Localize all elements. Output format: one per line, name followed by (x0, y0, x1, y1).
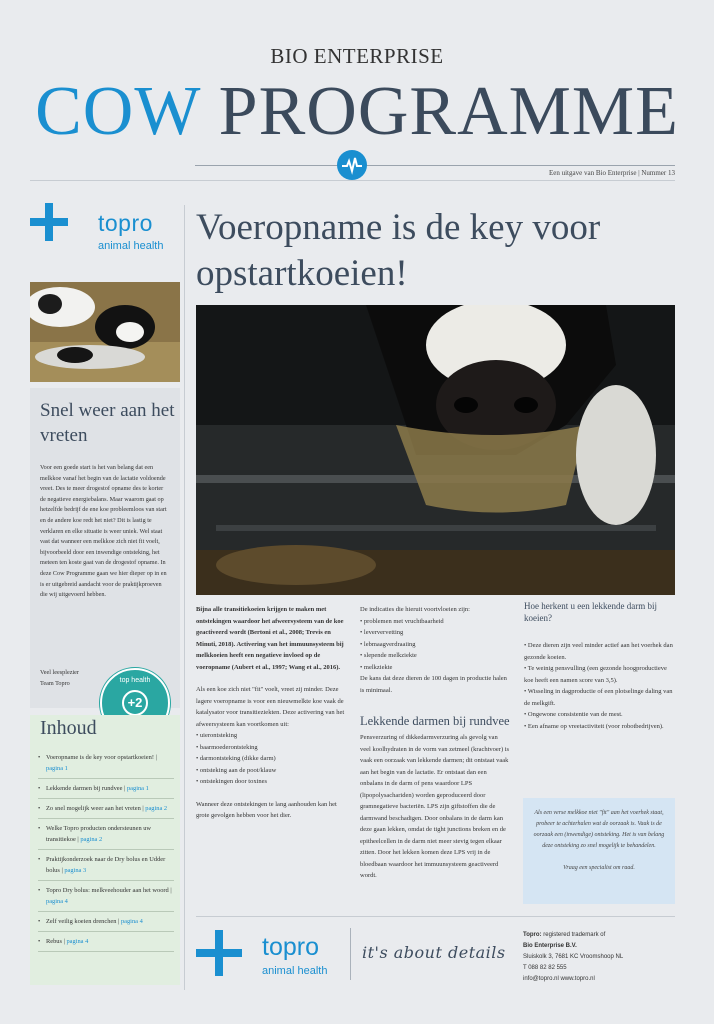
list-item: • slepende melkziekte (360, 650, 510, 662)
toc-item-title: Topro Dry bolus: melkveehouder aan het woord (46, 887, 169, 894)
toc-item[interactable] (38, 885, 174, 912)
toc-item-page[interactable]: pagina 4 (46, 898, 68, 905)
badge-value: +2 (122, 690, 148, 716)
publisher-title: BIO ENTERPRISE (270, 44, 444, 68)
trademark-text: registered trademark of (541, 932, 606, 938)
toc-item[interactable] (38, 752, 174, 779)
toc-item-page[interactable]: pagina 2 (145, 805, 168, 812)
toc-separator: | (59, 867, 65, 874)
toc-separator: | (140, 805, 146, 812)
toc-item-page[interactable]: pagina 1 (46, 765, 68, 772)
list-item: • Te weinig pensvulling (een gezonde hoogproductieve koe heeft een namen score van 3,5). (524, 663, 674, 686)
toc-item[interactable] (38, 854, 174, 881)
toc-item-title: Zelf veilig koeien drenchen (46, 918, 117, 925)
toc-item-page[interactable]: pagina 1 (126, 785, 149, 792)
toc-item[interactable] (38, 823, 174, 850)
logo-subname: animal health (98, 240, 164, 252)
toc-separator: | (122, 785, 127, 792)
list-item: • ontstekingen door toxines (196, 776, 346, 788)
footer-divider (196, 916, 675, 917)
masthead-title-dark: PROGRAMME (218, 73, 679, 150)
greeting-line-2: Team Topro (40, 680, 70, 687)
toc-item-page[interactable]: pagina 4 (66, 938, 89, 945)
masthead-divider (195, 165, 675, 166)
article-column-1 (196, 604, 346, 822)
indications-list (360, 616, 510, 674)
logo-name: topro (98, 210, 153, 236)
footer-logo-name: topro (262, 933, 319, 961)
contact-links: info@topro.nl www.topro.nl (523, 976, 595, 982)
badge-top-text: top health (119, 677, 151, 684)
toc-item-page[interactable]: pagina 3 (64, 867, 87, 874)
list-item: • problemen met vruchtbaarheid (360, 616, 510, 628)
toc-separator: | (116, 918, 121, 925)
toc-item-title: Voeropname is de key voor opstartkoeien! (46, 754, 154, 761)
footer-logo-subname: animal health (262, 965, 328, 977)
toc-separator: | (153, 754, 157, 761)
issue-info: Een uitgave van Bio Enterprise | Nummer 13 (548, 169, 675, 177)
toc-separator: | (168, 887, 172, 894)
toc-item[interactable] (38, 803, 174, 819)
leaky-gut-text: Pensverzuring of dikkedarmverzuring als gevolg van veel koolhydraten in de vorm van zetmeel (krachtvoer) is vaak een oorzaak van lekkende darmen; dit ontstaat vaak aan het begin van de lactatie. Er ontstaat dan een onbalans in de darm of pens waardoor LPS (lipopolysachariden) worden geproduceerd door gramnegatieve bacteriën. LPS zijn giftstoffen die de darmwand beschadigen. Door onbalans in de darm kan deze gaan lekken, omdat de tight junctions breken en de epitheelcellen in de darm niet meer stevig tegen elkaar zitten. Door het lekken komen deze LPS vrij in de bloedbaan waardoor het immuunsysteem geactiveerd wordt. (360, 734, 510, 879)
toc-heading: Inhoud (40, 717, 97, 739)
leaky-gut-heading: Lekkende darmen bij rundvee (360, 714, 510, 728)
list-item: • Deze dieren zijn veel minder actief aan het voerhek dan gezonde koeien. (524, 640, 674, 663)
toc-item-page[interactable]: pagina 4 (120, 918, 143, 925)
masthead-title (0, 72, 714, 152)
toc-list (38, 752, 174, 956)
toc-item-title: Zo snel mogelijk weer aan het vreten (46, 805, 141, 812)
topro-plus-icon (30, 203, 68, 241)
header-bottom-divider (30, 180, 675, 181)
toc-item-title: Welke Topro producten ondersteunen uw transitiekoe (46, 825, 152, 843)
toc-separator: | (61, 938, 67, 945)
list-item: • uierontsteking (196, 730, 346, 742)
intro-heading: Snel weer aan het vreten (40, 400, 175, 446)
list-item: • ontsteking aan de poot/klauw (196, 765, 346, 777)
company-name: Bio Enterprise B.V. (523, 943, 577, 949)
list-item: • baarmoederontsteking (196, 742, 346, 754)
calf-photo (30, 282, 180, 382)
cow-eating-photo (196, 305, 675, 595)
toc-item-page[interactable]: pagina 2 (80, 836, 103, 843)
indications-intro: De indicaties die hieruit voortvloeien zijn: (360, 606, 470, 613)
heartbeat-icon (337, 150, 367, 180)
list-item: • Ongewone consistentie van de mest. (524, 709, 674, 721)
toc-item-title: Rebus (46, 938, 62, 945)
inflammation-list (196, 730, 346, 788)
toc-item[interactable] (38, 783, 174, 799)
list-item: • melkziekte (360, 662, 510, 674)
intro-text: Voor een goede start is het van belang dat een melkkoe vanaf het begin van de lactatie voldoende vreet. Des te meer drogestof opname des te korter de negatieve energiebalans. Maar waarom gaat op hetzelfde bedrijf de ene koe probleemloos van start en de andere koe redt het niet? Dit is lastig te verklaren en elke situatie is weer uniek. Wel staat vast dat wanneer een melkkoe zich niet fit voelt, bijvoorbeeld door een inwendige ontsteking, het meteen ten koste gaat van de drogestof opname. In deze Cow Programme gaan we hier dieper op in en is er uitgebreid aandacht voor de praktijkproeven die wij uitgevoerd hebben. (40, 464, 167, 599)
footer-tagline: it's about details (362, 943, 506, 962)
list-item: • darmontsteking (dikke darm) (196, 753, 346, 765)
toc-item-title: Lekkende darmen bij rundvee (46, 785, 123, 792)
list-item: • lebmaagverdraaiing (360, 639, 510, 651)
masthead-title-blue: COW (35, 73, 201, 150)
tip-footer: Vraag een specialist om raad. (563, 865, 635, 871)
footer-plus-icon (196, 930, 234, 968)
column-divider (184, 205, 185, 990)
phone-number: T 088 82 82 555 (523, 965, 567, 971)
street-address: Sluiskolk 3, 7681 KC Vroomshoop NL (523, 954, 624, 960)
toc-item[interactable] (38, 936, 174, 952)
list-item: • Wisseling in dagproductie of een plotselinge daling van de melkgift. (524, 686, 674, 709)
toc-separator: | (75, 836, 81, 843)
headline: Voeropname is de key voor opstartkoeien! (196, 207, 601, 294)
trademark-line (523, 930, 673, 941)
tip-quote: Als een verse melkkoe niet "fit" aan het voerhek staat, probeer te achterhalen wat de oorzaak is. Vaak is de oorzaak een (inwendige) ontsteking. Het is van belang deze ontsteking zo snel mogelijk te behandelen. (533, 810, 665, 849)
list-item: • Een afname op vreetactiviteit (voor robotbedrijven). (524, 721, 674, 733)
tip-text (530, 808, 668, 874)
toc-item-title: Praktijkonderzoek naar de Dry bolus en Udder bolus (46, 856, 166, 874)
footer-separator (350, 928, 351, 980)
recognize-heading: Hoe herkent u een lekkende darm bij koeien? (524, 601, 657, 623)
trademark-brand: Topro: (523, 932, 542, 938)
article-intro: Bijna alle transitiekoeien krijgen te maken met ontstekingen waardoor het afweersysteem van de koe geactiveerd wordt (Bertoni et al., 2008; Trevis en Minuti, 2018). Activering van het immuunsysteem bij melkkoeien heeft een negatieve invloed op de voeropname (Aubert et al., 1997; Wang et al., 2016). (196, 606, 344, 671)
article-column-2 (360, 604, 510, 696)
symptoms-column (524, 640, 674, 732)
indications-outro: De kans dat deze dieren de 100 dagen in productie halen is minimaal. (360, 675, 507, 694)
list-item: • leververvetting (360, 627, 510, 639)
footer-address (523, 930, 673, 985)
article-paragraph: Als een koe zich niet "fit" voelt, vreet zij minder. Deze lagere voeropname is voor een nieuwmelkte koe vaak de katalysator voor transitieziekten. Deze activering van het afweersysteem kan voortkomen uit: (196, 686, 345, 728)
greeting-line-1: Veel leesplezier (40, 669, 79, 676)
article-outro: Wanneer deze ontstekingen te lang aanhouden kan het grote gevolgen hebben voor het dier. (196, 800, 337, 819)
symptoms-list (524, 640, 674, 732)
toc-item[interactable] (38, 916, 174, 932)
